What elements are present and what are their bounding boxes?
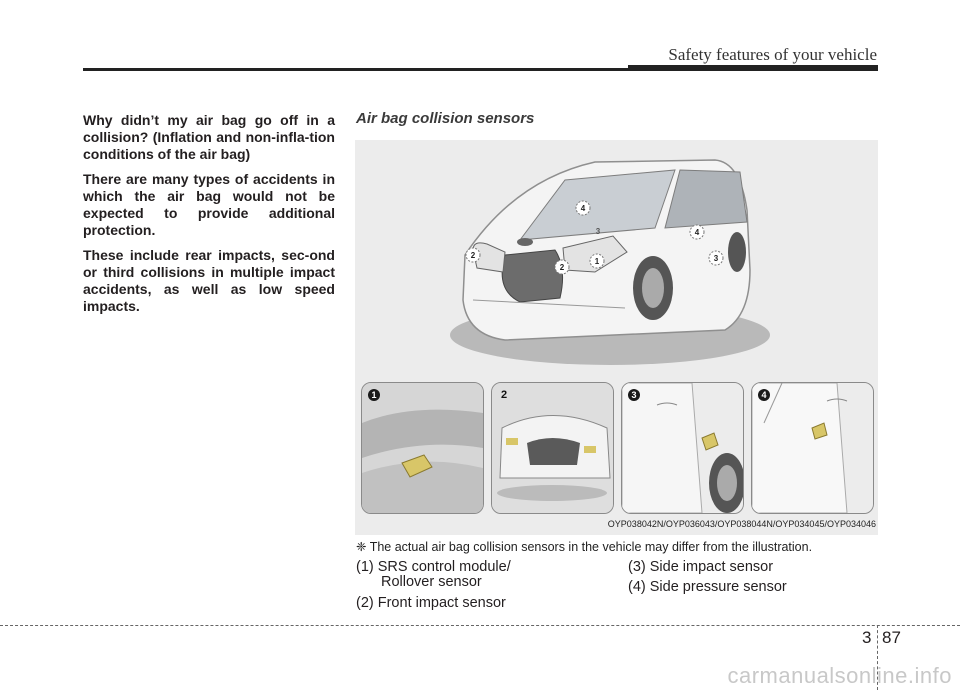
legend-item-3: (3) Side impact sensor <box>628 559 774 575</box>
legend-text: Rollover sensor <box>381 574 482 590</box>
body-paragraph: These include rear impacts, sec-ond or third collisions in multiple impact accidents, as well as low speed impacts. <box>83 247 335 314</box>
panel-number: 4 <box>758 389 770 401</box>
panel-number: 1 <box>368 389 380 401</box>
sensor-marker: 1 <box>594 257 600 266</box>
sensor-marker: 3 <box>595 227 601 236</box>
image-codes: OYP038042N/OYP036043/OYP038044N/OYP034045/OYP034046 <box>607 519 876 529</box>
sensor-highlight <box>584 446 596 453</box>
sensor-illustration <box>355 140 878 535</box>
legend-item-2: (2) Front impact sensor <box>356 595 506 611</box>
question-heading: Why didn’t my air bag go off in a collision? (Inflation and non-infla-tion conditions of the air bag) <box>83 112 335 162</box>
sensor-highlight <box>506 438 518 445</box>
sensor-marker: 2 <box>470 251 476 260</box>
detail-panel-srs-module <box>361 382 484 514</box>
sensor-marker: 3 <box>713 254 719 263</box>
minivan-illustration <box>355 140 878 380</box>
legend-text: (1) SRS control module/ <box>356 559 511 575</box>
panel-number: 2 <box>500 389 508 401</box>
sensor-marker: 2 <box>559 263 565 272</box>
page-number: 87 <box>882 628 901 647</box>
section-heading: Air bag collision sensors <box>356 110 535 127</box>
detail-panel-pressure-sensor <box>751 382 874 514</box>
left-column <box>83 112 335 323</box>
header-rule-accent <box>628 65 878 71</box>
section-title: Safety features of your vehicle <box>668 45 877 64</box>
body-paragraph: There are many types of accidents in which the air bag would not be expected to provide additional protection. <box>83 171 335 238</box>
panel-number: 3 <box>628 389 640 401</box>
chapter-number: 3 <box>862 628 872 647</box>
footer-rule <box>0 625 960 626</box>
sensor-marker: 4 <box>580 204 586 213</box>
detail-panel-front-sensor <box>491 382 614 514</box>
legend-item-1 <box>356 560 511 590</box>
illustration-note: ❈ The actual air bag collision sensors in the vehicle may differ from the illustration. <box>356 540 813 554</box>
watermark: carmanualsonline.info <box>727 663 952 688</box>
sensor-marker: 4 <box>694 228 700 237</box>
legend-item-4: (4) Side pressure sensor <box>628 579 787 595</box>
detail-panel-side-sensor <box>621 382 744 514</box>
